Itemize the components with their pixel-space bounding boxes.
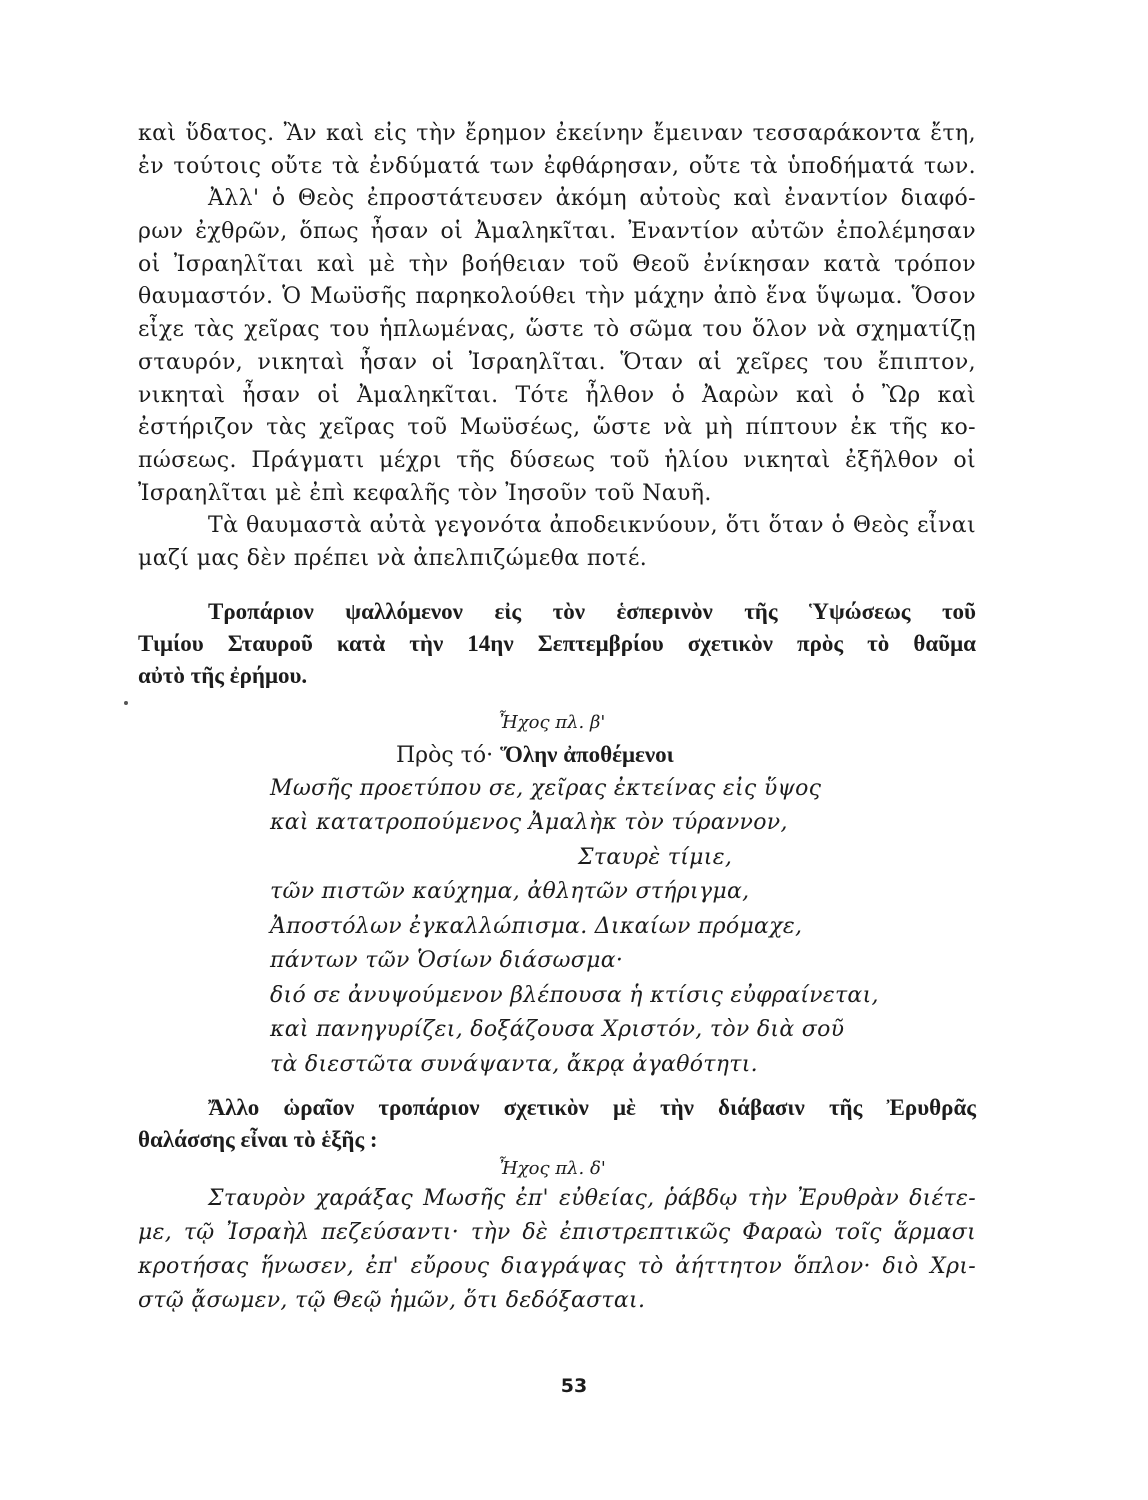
margin-mark: [124, 701, 128, 705]
section-heading-2: [138, 1092, 976, 1156]
verse-line: διό σε ἀνυψούμενον βλέπουσα ἡ κτίσις εὐφραίνεται,: [270, 982, 879, 1008]
verse-line: Ἀποστόλων ἐγκαλλώπισμα. Δικαίων πρόμαχε,: [270, 913, 803, 939]
page-number: 53: [560, 1375, 588, 1397]
hymn-text-line: Σταυρὸν χαράξας Μωσῆς ἐπ' εὐθείας, ῥάβδῳ τὴν Ἐρυθρὰν διέτε-: [208, 1186, 976, 1212]
text-line: Ἰσραηλῖται μὲ ἐπὶ κεφαλῆς τὸν Ἰησοῦν τοῦ Ναυῆ.: [138, 480, 712, 506]
text-line: καὶ ὕδατος. Ἂν καὶ εἰς τὴν ἔρημον ἐκείνην ἔμειναν τεσσαράκοντα ἔτη,: [138, 121, 976, 146]
verse-line: καὶ πανηγυρίζει, δοξάζουσα Χριστόν, τὸν διὰ σοῦ: [270, 1017, 845, 1043]
text-line: ἐστήριζον τὰς χεῖρας τοῦ Μωϋσέως, ὥστε νὰ μὴ πίπτουν ἐκ τῆς κο-: [138, 415, 976, 441]
page-body: [138, 118, 976, 1318]
section-heading-1: [138, 596, 976, 692]
hymn-text-line: κροτήσας ἥνωσεν, ἐπ' εὔρους διαγράψας τὸ ἀήττητον ὅπλον· διὸ Χρι-: [138, 1254, 976, 1280]
hymn-text-line: με, τῷ Ἰσραὴλ πεζεύσαντι· τὴν δὲ ἐπιστρεπτικῶς Φαραὼ τοῖς ἅρμασι: [138, 1220, 976, 1246]
heading-line: Ἄλλο ὡραῖον τροπάριον σχετικὸν μὲ τὴν διάβασιν τῆς Ἐρυθρᾶς: [208, 1095, 976, 1121]
text-line: οἱ Ἰσραηλῖται καὶ μὲ τὴν βοήθειαν τοῦ Θεοῦ ἐνίκησαν κατὰ τρόπον: [138, 251, 976, 277]
heading-line: Τιμίου Σταυροῦ κατὰ τὴν 14ην Σεπτεμβρίου σχετικὸν πρὸς τὸ θαῦμα: [138, 630, 976, 656]
verse-line: τὰ διεστῶτα συνάψαντα, ἄκρᾳ ἀγαθότητι.: [270, 1051, 758, 1077]
heading-line: Τροπάριον ψαλλόμενον εἰς τὸν ἑσπερινὸν τῆς Ὑψώσεως τοῦ: [208, 598, 976, 624]
paragraph-2: [138, 183, 976, 510]
text-line: Ἀλλ' ὁ Θεὸς ἐπροστάτευσεν ἀκόμη αὐτοὺς καὶ ἐναντίον διαφό-: [208, 186, 976, 212]
text-line: ρων ἐχθρῶν, ὅπως ἦσαν οἱ Ἀμαληκῖται. Ἐναντίον αὐτῶν ἐπολέμησαν: [138, 219, 976, 245]
heading-line: θαλάσσης εἶναι τὸ ἑξῆς :: [138, 1127, 378, 1153]
hymn-text-line: στῷ ᾄσωμεν, τῷ Θεῷ ἡμῶν, ὅτι δεδόξασται.: [138, 1288, 646, 1314]
verse-line: πάντων τῶν Ὁσίων διάσωσμα·: [270, 948, 624, 974]
text-line: πώσεως. Πράγματι μέχρι τῆς δύσεως τοῦ ἡλίου νικηταὶ ἐξῆλθον οἱ: [138, 447, 976, 473]
echos-label: Ἦχος πλ. δ': [498, 1158, 606, 1180]
hymn-2: [138, 1156, 976, 1318]
paragraph-1: [138, 118, 976, 183]
echos-label: Ἦχος πλ. β': [498, 711, 606, 733]
hymn-model-prefix: Πρὸς τό·: [396, 742, 494, 768]
heading-line: αὐτὸ τῆς ἐρήμου.: [138, 662, 308, 688]
text-line: εἶχε τὰς χεῖρας του ἡπλωμένας, ὥστε τὸ σῶμα του ὅλον νὰ σχηματίζῃ: [138, 317, 976, 343]
verse-line: Σταυρὲ τίμιε,: [578, 844, 733, 870]
text-line: σταυρόν, νικηταὶ ἦσαν οἱ Ἰσραηλῖται. Ὅταν αἱ χεῖρες του ἔπιπτον,: [138, 349, 976, 375]
verse-line: καὶ κατατροπούμενος Ἀμαλὴκ τὸν τύραννον,: [270, 810, 788, 836]
text-line: ἐν τούτοις οὔτε τὰ ἐνδύματά των ἐφθάρησαν, οὔτε τὰ ὑποδήματά των.: [138, 153, 976, 179]
text-line: μαζί μας δὲν πρέπει νὰ ἀπελπιζώμεθα ποτέ.: [138, 545, 648, 571]
hymn-model-line: [138, 738, 976, 772]
verse-line: τῶν πιστῶν καύχημα, ἀθλητῶν στήριγμα,: [270, 879, 750, 905]
text-line: θαυμαστόν. Ὁ Μωϋσῆς παρηκολούθει τὴν μάχην ἀπὸ ἕνα ὕψωμα. Ὅσον: [138, 284, 976, 310]
paragraph-3: [138, 510, 976, 575]
hymn-model-title: Ὅλην ἀποθέμενοι: [500, 741, 674, 767]
verse-line: Μωσῆς προετύπου σε, χεῖρας ἐκτείνας εἰς ὕψος: [270, 775, 822, 801]
text-line: Τὰ θαυμαστὰ αὐτὰ γεγονότα ἀποδεικνύουν, ὅτι ὅταν ὁ Θεὸς εἶναι: [208, 513, 976, 539]
hymn-1: [138, 708, 976, 1083]
text-line: νικηταὶ ἦσαν οἱ Ἀμαληκῖται. Τότε ἦλθον ὁ Ἀαρὼν καὶ ὁ Ὢρ καὶ: [138, 382, 976, 408]
